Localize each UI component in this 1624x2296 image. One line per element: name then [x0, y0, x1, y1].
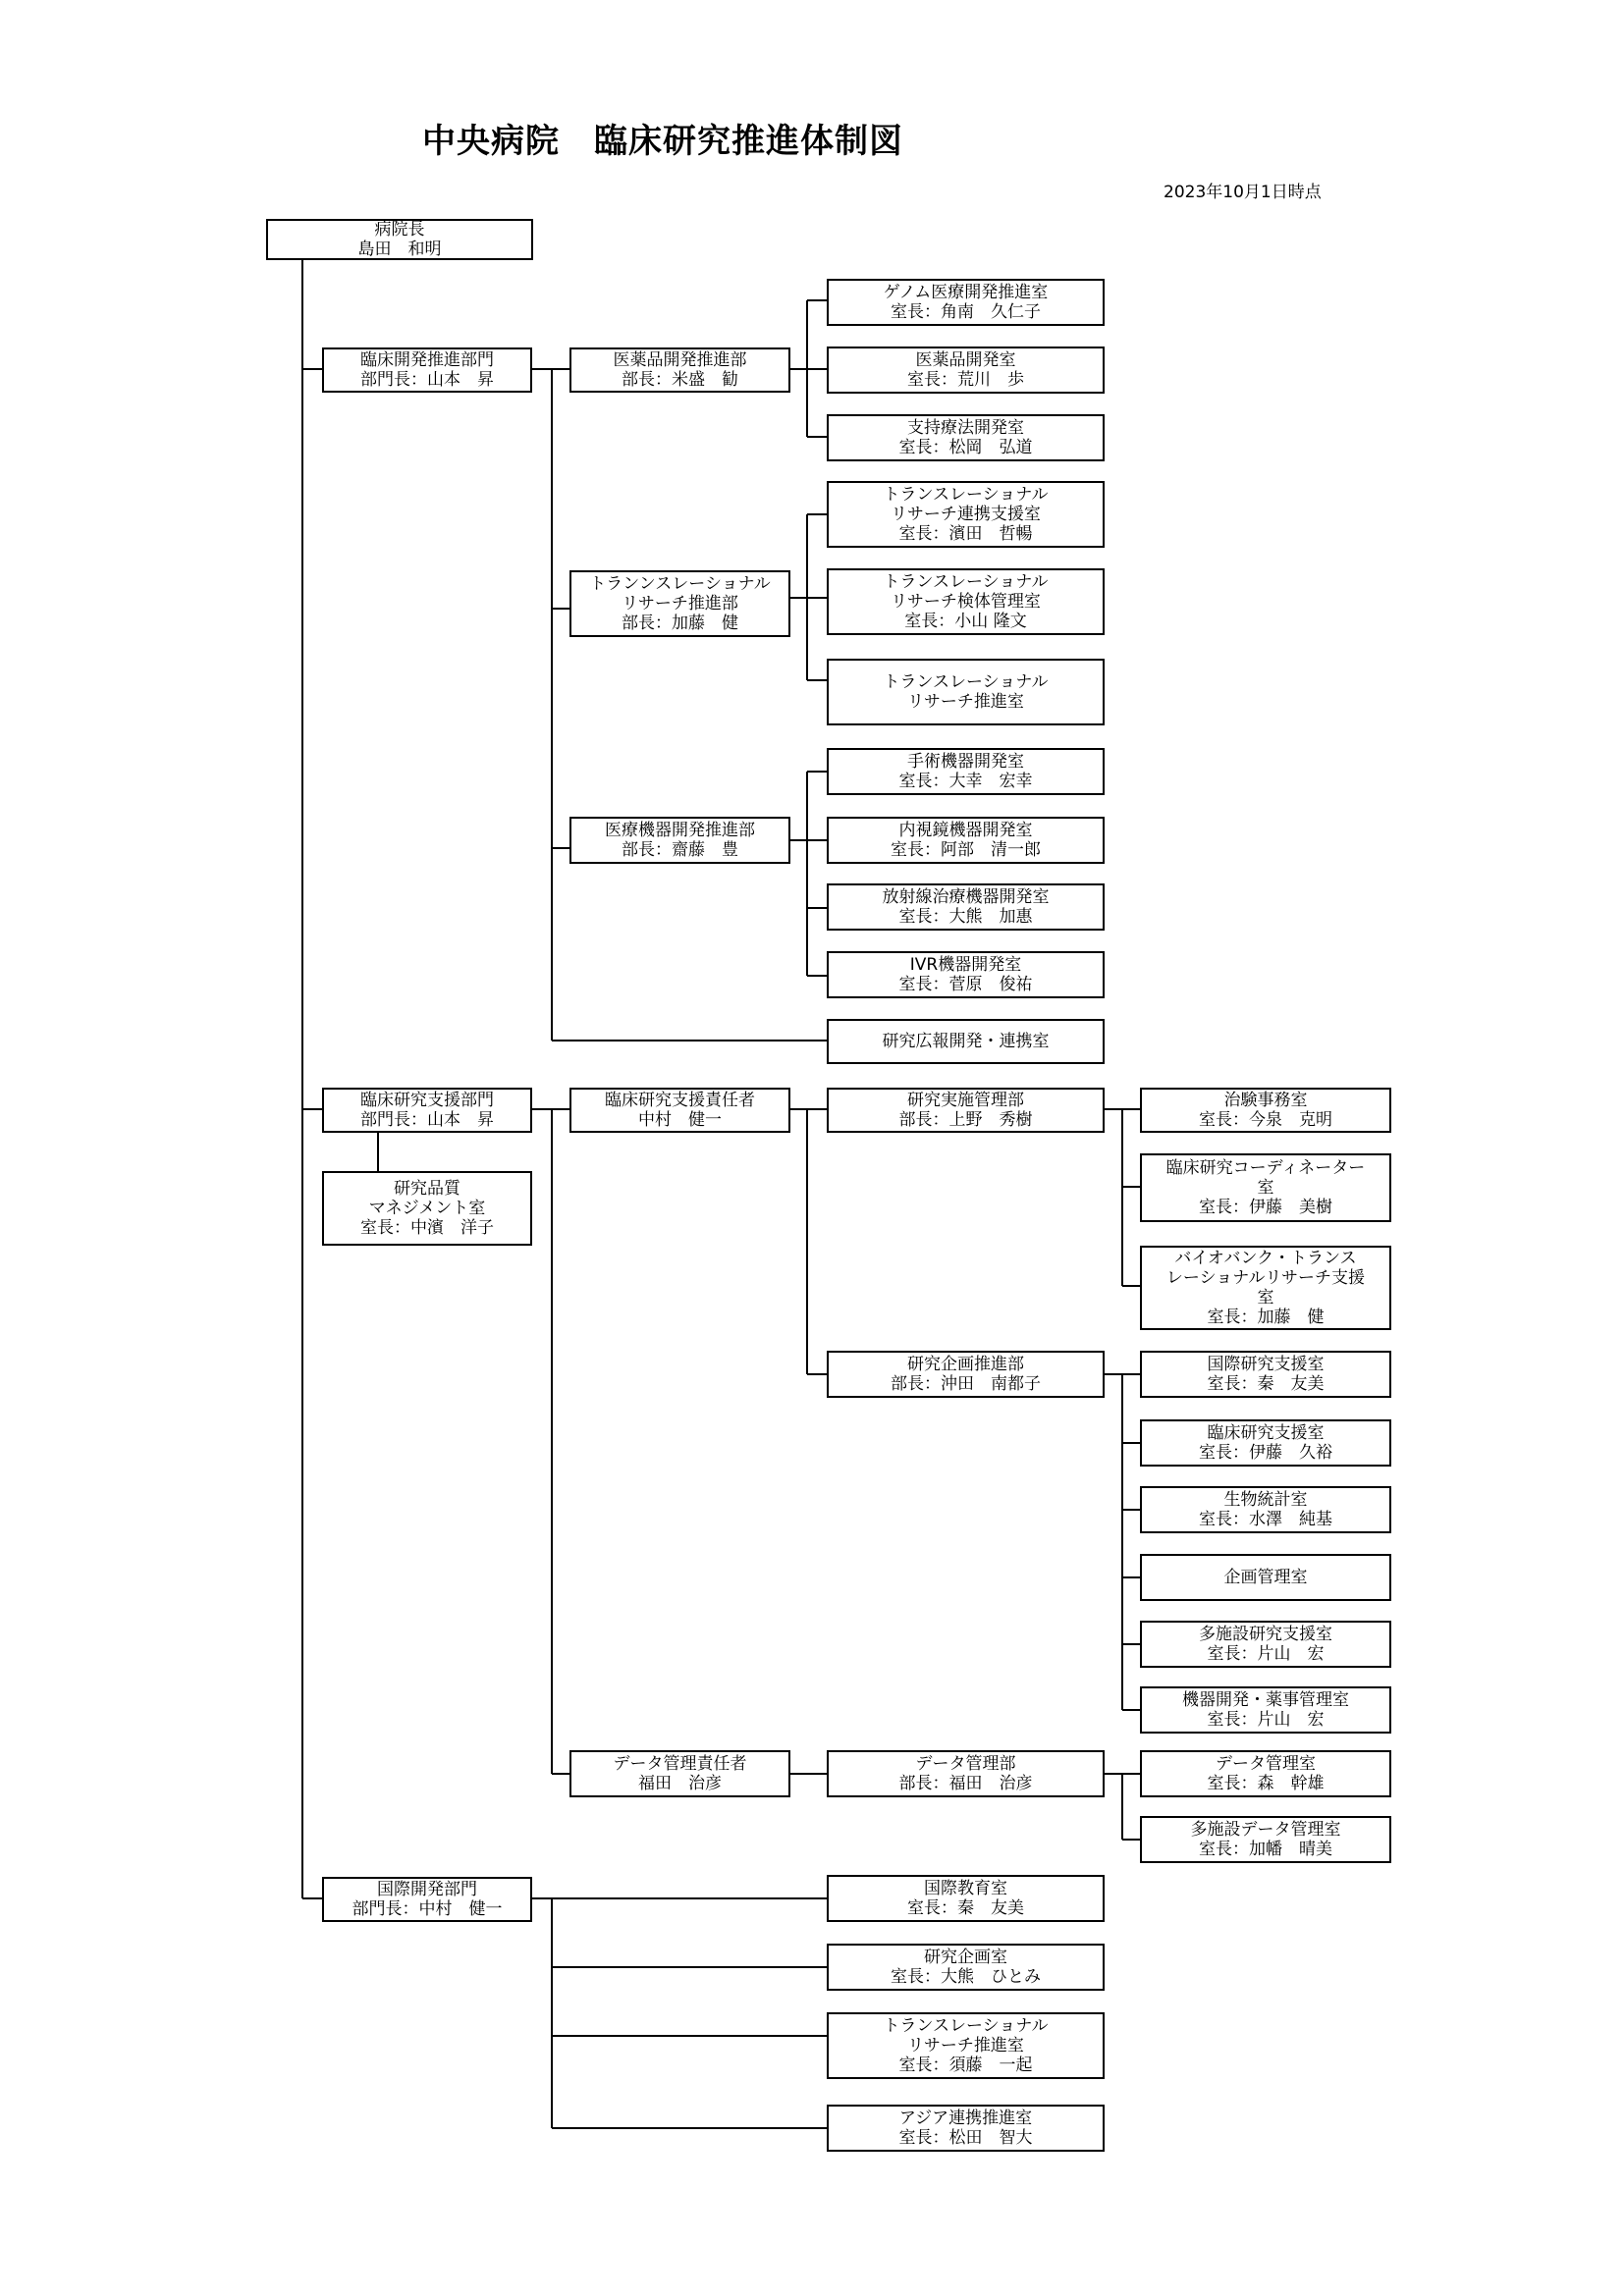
trial-office-box: [1140, 1088, 1391, 1133]
box-text-line: 生物統計室: [1223, 1490, 1308, 1510]
box-text-line: 研究企画推進部: [907, 1355, 1024, 1374]
box-text-line: トランスレーショナル: [883, 485, 1049, 505]
biostat-box: [1140, 1486, 1391, 1533]
data-responsible-box: [569, 1750, 790, 1797]
box-text-line: 室長：秦 友美: [1207, 1374, 1325, 1394]
box-text-line: 室長：加幡 晴美: [1199, 1840, 1332, 1859]
intl-support-box: [1140, 1351, 1391, 1398]
device-reg-box: [1140, 1686, 1391, 1734]
box-text-line: 室長：小山 隆文: [904, 612, 1027, 631]
box-text-line: 室: [1257, 1288, 1274, 1308]
box-text-line: 部門長：山本 昇: [360, 1110, 494, 1130]
box-text-line: 内視鏡機器開発室: [898, 821, 1033, 840]
box-text-line: リサーチ推進室: [907, 692, 1024, 712]
box-text-line: 室長：阿部 清一郎: [891, 840, 1041, 860]
radiation-box: [827, 883, 1105, 931]
drugdev-box: [827, 347, 1105, 394]
drug-dept-box: [569, 347, 790, 393]
box-text-line: 室長：加藤 健: [1207, 1308, 1325, 1327]
as-of-date: 2023年10月1日時点: [1164, 183, 1322, 202]
box-text-line: 部長：米盛 勧: [622, 370, 738, 390]
clin-support-box: [1140, 1419, 1391, 1467]
plan-dept-box: [827, 1351, 1105, 1398]
data-dept-box: [827, 1750, 1105, 1797]
box-text-line: リサーチ検体管理室: [891, 592, 1041, 612]
box-text-line: 国際開発部門: [377, 1880, 477, 1899]
box-text-line: 室長：大熊 ひとみ: [891, 1967, 1041, 1987]
biobank-box: [1140, 1246, 1391, 1330]
box-text-line: 手術機器開発室: [907, 752, 1024, 772]
box-text-line: 臨床研究支援室: [1207, 1423, 1325, 1443]
tr-support-box: [827, 481, 1105, 548]
dev-division-box: [322, 347, 532, 393]
box-text-line: 研究実施管理部: [907, 1091, 1024, 1110]
quality-box: [322, 1171, 532, 1246]
tr-intl-box: [827, 2012, 1105, 2079]
box-text-line: 臨床研究支援部門: [360, 1091, 494, 1110]
support-therapy-box: [827, 414, 1105, 461]
box-text-line: 室長：中濱 洋子: [360, 1218, 494, 1238]
box-text-line: 島田 和明: [357, 240, 442, 259]
intl-division-box: [322, 1877, 532, 1922]
genome-box: [827, 279, 1105, 326]
box-text-line: 支持療法開発室: [907, 418, 1024, 438]
box-text-line: 機器開発・薬事管理室: [1182, 1690, 1349, 1710]
box-text-line: 研究広報開発・連携室: [882, 1032, 1050, 1051]
box-text-line: データ管理責任者: [613, 1754, 747, 1774]
box-text-line: トランスレーショナル: [883, 2016, 1049, 2036]
planning-box: [1140, 1554, 1391, 1601]
box-text-line: 医薬品開発推進部: [613, 350, 747, 370]
box-text-line: アジア連携推進室: [898, 2109, 1033, 2128]
box-text-line: 福田 治彦: [638, 1774, 722, 1793]
box-text-line: 室長：伊藤 久裕: [1199, 1443, 1332, 1463]
box-text-line: 医療機器開発推進部: [605, 821, 755, 840]
box-text-line: 室長：菅原 俊祐: [898, 975, 1033, 994]
box-text-line: 室長：大熊 加惠: [898, 907, 1033, 927]
box-text-line: 室長：松岡 弘道: [898, 438, 1033, 457]
box-text-line: 室長：水澤 純基: [1199, 1510, 1332, 1529]
box-text-line: データ管理室: [1216, 1754, 1316, 1774]
box-text-line: 企画管理室: [1223, 1568, 1308, 1587]
tr-dept-box: [569, 570, 790, 637]
box-text-line: 室長：大幸 宏幸: [898, 772, 1033, 791]
box-text-line: 研究品質: [394, 1179, 460, 1199]
box-text-line: 国際研究支援室: [1207, 1355, 1325, 1374]
support-division-box: [322, 1088, 532, 1133]
box-text-line: 部門長：中村 健一: [352, 1899, 503, 1919]
box-text-line: データ管理部: [915, 1754, 1016, 1774]
box-text-line: 室長：濱田 哲暢: [898, 524, 1033, 544]
box-text-line: 研究企画室: [924, 1948, 1007, 1967]
box-text-line: 治験事務室: [1223, 1091, 1308, 1110]
box-text-line: 国際教育室: [924, 1879, 1007, 1898]
box-text-line: レーショナルリサーチ支援: [1165, 1268, 1366, 1288]
box-text-line: 室長：角南 久仁子: [891, 302, 1041, 322]
surgical-box: [827, 748, 1105, 795]
box-text-line: 部長：加藤 健: [622, 614, 738, 633]
box-text-line: 中村 健一: [638, 1110, 722, 1130]
box-text-line: 部長：沖田 南都子: [891, 1374, 1041, 1394]
box-text-line: リサーチ推進室: [907, 2036, 1024, 2056]
intl-edu-box: [827, 1875, 1105, 1922]
endoscope-box: [827, 817, 1105, 864]
box-text-line: 臨床研究支援責任者: [605, 1091, 755, 1110]
box-text-line: 部長：上野 秀樹: [898, 1110, 1033, 1130]
box-text-line: 室長：秦 友美: [907, 1898, 1024, 1918]
box-text-line: 室長：松田 智大: [898, 2128, 1033, 2148]
box-text-line: バイオバンク・トランス: [1174, 1249, 1357, 1268]
box-text-line: 室長：荒川 歩: [907, 370, 1024, 390]
pr-box: [827, 1019, 1105, 1064]
box-text-line: 臨床研究コーディネーター: [1165, 1158, 1366, 1178]
box-text-line: 部長：福田 治彦: [898, 1774, 1033, 1793]
box-text-line: 室長：片山 宏: [1207, 1710, 1325, 1730]
tr-specimen-box: [827, 568, 1105, 635]
box-text-line: ゲノム医療開発推進室: [883, 283, 1049, 302]
box-text-line: 病院長: [374, 220, 425, 240]
crc-box: [1140, 1153, 1391, 1222]
box-text-line: リサーチ連携支援室: [891, 505, 1041, 524]
box-text-line: トランスレーショナル: [883, 672, 1049, 692]
box-text-line: トランンスレーショナル: [589, 574, 771, 594]
box-text-line: 部長：齋藤 豊: [622, 840, 738, 860]
support-responsible-box: [569, 1088, 790, 1133]
box-text-line: トランスレーショナル: [883, 572, 1049, 592]
box-text-line: 多施設データ管理室: [1190, 1820, 1341, 1840]
box-text-line: 医薬品開発室: [915, 350, 1016, 370]
box-text-line: 室: [1257, 1178, 1274, 1198]
box-text-line: 室長：片山 宏: [1207, 1644, 1325, 1664]
box-text-line: 室長：須藤 一起: [898, 2056, 1033, 2075]
director-box: [266, 219, 533, 260]
box-text-line: 室長：今泉 克明: [1199, 1110, 1332, 1130]
multi-support-box: [1140, 1621, 1391, 1668]
data-room-box: [1140, 1750, 1391, 1797]
box-text-line: 放射線治療機器開発室: [882, 887, 1050, 907]
box-text-line: IVR機器開発室: [909, 955, 1022, 975]
multi-data-box: [1140, 1816, 1391, 1863]
device-dept-box: [569, 817, 790, 864]
box-text-line: 部門長：山本 昇: [360, 370, 494, 390]
impl-dept-box: [827, 1088, 1105, 1133]
box-text-line: 多施設研究支援室: [1199, 1625, 1332, 1644]
box-text-line: リサーチ推進部: [622, 594, 738, 614]
box-text-line: 室長：森 幹雄: [1207, 1774, 1325, 1793]
tr-promo-box: [827, 659, 1105, 725]
asia-box: [827, 2105, 1105, 2152]
research-plan-box: [827, 1944, 1105, 1991]
box-text-line: 室長：伊藤 美樹: [1199, 1198, 1332, 1217]
box-text-line: マネジメント室: [368, 1199, 486, 1218]
page-title: 中央病院 臨床研究推進体制図: [422, 122, 903, 161]
box-text-line: 臨床開発推進部門: [360, 350, 494, 370]
ivr-box: [827, 951, 1105, 998]
